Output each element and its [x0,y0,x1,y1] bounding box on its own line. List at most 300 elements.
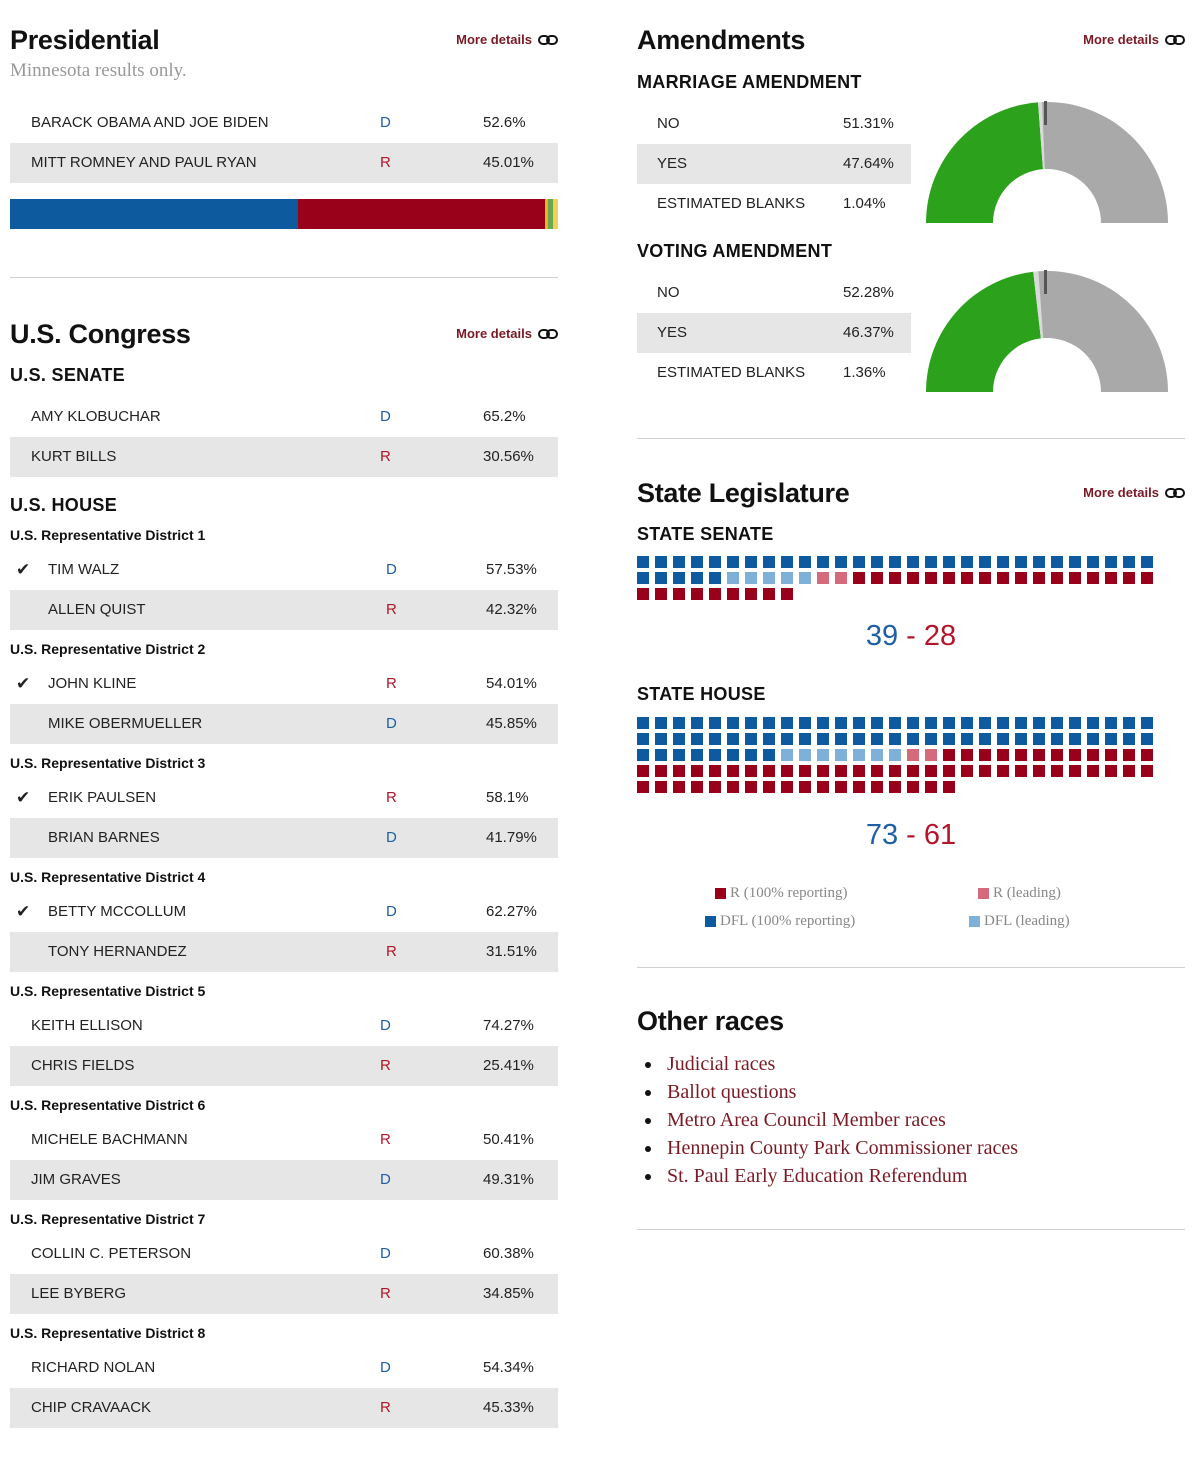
seat-dfl-final [1087,717,1099,729]
seat-dfl-final [907,733,919,745]
seat-r-final [1051,572,1063,584]
seat-r-final [727,781,739,793]
seat-dfl-leading [745,572,757,584]
candidate-row [10,818,558,858]
checkmark-icon: ✔ [16,560,31,579]
vote-percent: 60.38% [483,1245,534,1262]
amendment-option-value: 51.31% [843,115,894,132]
checkmark-icon: ✔ [16,788,31,807]
seat-dfl-final [907,717,919,729]
more-details-label: More details [1083,485,1159,500]
amendment-row [637,353,911,393]
seat-dfl-final [1123,717,1135,729]
seat-dfl-final [961,556,973,568]
seat-dfl-leading [835,749,847,761]
seat-dfl-final [745,717,757,729]
link-icon [538,328,558,340]
candidate-name: MIKE OBERMUELLER [48,715,203,732]
other-races-title: Other races [637,1006,784,1036]
other-race-link[interactable]: Ballot questions [637,1078,1018,1106]
district-label: U.S. Representative District 4 [10,869,206,885]
seat-r-final [961,765,973,777]
seat-r-leading [835,572,847,584]
party-label: R [380,1285,391,1302]
seat-dfl-final [637,556,649,568]
seat-r-final [1105,749,1117,761]
candidate-row [10,892,558,932]
link-icon [1165,487,1185,499]
seat-r-final [979,749,991,761]
seat-dfl-final [817,717,829,729]
legend-r-final [715,885,847,902]
seat-dfl-final [1087,556,1099,568]
seat-r-final [799,781,811,793]
gauge-yes-arc [926,272,1041,392]
voting-amendment [637,241,1185,393]
vote-percent: 45.33% [483,1399,534,1416]
state-house-heading: STATE HOUSE [637,684,766,704]
candidate-name: TONY HERNANDEZ [48,943,187,960]
seat-dfl-final [709,572,721,584]
seat-dfl-final [727,749,739,761]
candidate-row [10,778,558,818]
gauge-no-arc [1042,102,1168,223]
seat-dfl-final [925,733,937,745]
seat-dfl-leading [889,749,901,761]
seat-r-final [1105,572,1117,584]
candidate-name: BRIAN BARNES [48,829,160,846]
seat-dfl-final [637,749,649,761]
seat-dfl-final [1051,733,1063,745]
seat-dfl-final [853,717,865,729]
presidential-header [10,20,558,60]
seat-dfl-leading [727,572,739,584]
seat-r-final [1069,765,1081,777]
legend-swatch [705,916,716,927]
seat-r-final [889,781,901,793]
seat-dfl-leading [799,572,811,584]
district-label: U.S. Representative District 6 [10,1097,206,1113]
candidate-row [10,664,558,704]
legend-swatch [715,888,726,899]
amendment-option-label: YES [657,155,688,172]
seat-dfl-final [655,556,667,568]
amendment-row [637,144,911,184]
district-label: U.S. Representative District 8 [10,1325,206,1341]
legend-dfl-final [705,913,855,930]
divider [10,277,558,278]
seat-dfl-final [673,733,685,745]
seat-r-final [637,765,649,777]
candidate-row [10,1006,558,1046]
legislature-header [637,473,1185,513]
other-race-link[interactable]: Hennepin County Park Commissioner races [637,1134,1018,1162]
seat-dfl-final [1105,733,1117,745]
r-total: 28 [923,620,957,652]
seat-dfl-final [709,733,721,745]
vote-share-segment-rep [298,199,545,229]
seat-r-final [709,588,721,600]
seat-r-final [1015,749,1027,761]
seat-r-final [799,765,811,777]
legend-label: R (leading) [993,885,1061,901]
seat-r-final [853,781,865,793]
seat-dfl-final [763,556,775,568]
seat-r-final [1087,765,1099,777]
amendment-option-label: ESTIMATED BLANKS [657,195,806,212]
seat-r-final [727,765,739,777]
seat-r-final [997,765,1009,777]
legislature-more-details-link[interactable] [1083,485,1185,500]
seat-dfl-final [655,572,667,584]
marriage-amendment [637,72,1185,224]
vote-percent: 34.85% [483,1285,534,1302]
seat-r-final [637,781,649,793]
seat-dfl-final [709,749,721,761]
seat-r-final [691,588,703,600]
amendments-title: Amendments [637,25,806,55]
seat-r-final [925,572,937,584]
party-label: D [380,1017,391,1034]
candidate-row [10,143,558,183]
seat-r-final [835,781,847,793]
seat-dfl-final [673,717,685,729]
seat-dfl-final [1033,733,1045,745]
amendment-gauge [924,101,1170,225]
seat-dfl-final [637,572,649,584]
district-label: U.S. Representative District 5 [10,983,206,999]
party-label: R [380,1057,391,1074]
legislature-section [637,473,1185,513]
party-label: D [386,715,397,732]
legend-dfl-leading [969,913,1070,930]
seat-r-final [1015,765,1027,777]
seat-dfl-final [727,733,739,745]
seat-dfl-final [799,556,811,568]
congress-header [10,314,558,354]
seat-r-leading [817,572,829,584]
legend-label: DFL (leading) [984,913,1070,929]
presidential-section [10,20,558,82]
candidate-name: MITT ROMNEY AND PAUL RYAN [31,154,257,171]
seat-dfl-final [943,556,955,568]
candidate-name: MICHELE BACHMANN [31,1131,188,1148]
seat-dfl-final [691,733,703,745]
seat-r-final [1051,749,1063,761]
amendment-option-value: 1.36% [843,364,886,381]
seat-dfl-final [781,556,793,568]
seat-dfl-leading [871,749,883,761]
seat-r-final [889,572,901,584]
vote-percent: 54.34% [483,1359,534,1376]
link-icon [538,34,558,46]
district-block [10,1318,558,1432]
seat-r-final [745,781,757,793]
seat-r-final [1015,572,1027,584]
vote-percent: 45.85% [486,715,537,732]
seat-r-final [673,781,685,793]
seat-dfl-final [1033,556,1045,568]
candidate-row [10,1348,558,1388]
gauge-midpoint-marker [1044,270,1047,294]
seat-r-final [1033,572,1045,584]
vote-percent: 62.27% [486,903,537,920]
vote-percent: 54.01% [486,675,537,692]
more-details-label: More details [456,326,532,341]
seat-r-final [655,781,667,793]
candidate-row [10,103,558,143]
seat-dfl-final [961,717,973,729]
amendment-option-label: YES [657,324,688,341]
seat-r-final [637,588,649,600]
party-label: R [386,601,397,618]
amendment-heading: MARRIAGE AMENDMENT [637,72,862,92]
tally-separator: - [906,620,916,652]
seat-r-final [1123,572,1135,584]
seat-r-final [763,781,775,793]
candidate-name: JOHN KLINE [48,675,137,692]
seat-dfl-final [871,556,883,568]
seat-dfl-final [655,733,667,745]
seat-dfl-final [727,717,739,729]
party-label: R [380,154,391,171]
seat-r-final [1141,572,1153,584]
seat-dfl-final [871,733,883,745]
seat-dfl-leading [853,749,865,761]
seat-r-final [943,765,955,777]
party-label: D [386,561,397,578]
congress-section [10,314,558,354]
candidate-name: ERIK PAULSEN [48,789,157,806]
amendment-option-label: ESTIMATED BLANKS [657,364,806,381]
amendments-header [637,20,1185,60]
gauge-midpoint-marker [1044,101,1047,125]
seat-r-final [979,765,991,777]
amendment-option-value: 52.28% [843,284,894,301]
legend-swatch [969,916,980,927]
seat-dfl-final [655,717,667,729]
seat-dfl-final [1105,717,1117,729]
district-block [10,862,558,976]
legend-r-leading [978,885,1061,902]
seat-dfl-final [1141,556,1153,568]
seat-r-leading [907,749,919,761]
vote-percent: 49.31% [483,1171,534,1188]
seat-dfl-final [781,733,793,745]
candidate-name: RICHARD NOLAN [31,1359,156,1376]
candidate-row [10,1120,558,1160]
candidate-name: CHRIS FIELDS [31,1057,135,1074]
seat-r-final [1069,749,1081,761]
candidate-name: JIM GRAVES [31,1171,121,1188]
seat-dfl-final [1141,717,1153,729]
seat-dfl-final [997,717,1009,729]
seat-dfl-final [763,733,775,745]
seat-dfl-final [997,556,1009,568]
seat-dfl-final [853,733,865,745]
divider [637,967,1185,968]
seat-r-final [673,588,685,600]
candidate-row [10,1234,558,1274]
seat-dfl-final [709,556,721,568]
vote-percent: 41.79% [486,829,537,846]
seat-r-final [907,781,919,793]
candidate-name: COLLIN C. PETERSON [31,1245,192,1262]
party-label: R [386,943,397,960]
district-label: U.S. Representative District 3 [10,755,206,771]
seat-r-final [925,781,937,793]
legend-label: DFL (100% reporting) [720,913,856,929]
seat-r-final [943,572,955,584]
candidate-row [10,1274,558,1314]
other-races-list [637,1050,1018,1190]
seat-r-final [997,749,1009,761]
party-label: D [380,114,391,131]
vote-percent: 57.53% [486,561,537,578]
district-block [10,634,558,748]
seat-dfl-final [1069,556,1081,568]
party-label: D [380,408,391,425]
seat-r-final [925,765,937,777]
candidate-row [10,704,558,744]
party-label: R [380,1131,391,1148]
amendment-option-value: 46.37% [843,324,894,341]
seat-dfl-final [673,749,685,761]
district-label: U.S. Representative District 2 [10,641,206,657]
seat-dfl-final [799,733,811,745]
seat-dfl-final [1015,717,1027,729]
party-label: D [380,1245,391,1262]
seat-dfl-final [889,733,901,745]
candidate-name: TIM WALZ [48,561,120,578]
party-label: R [386,789,397,806]
vote-percent: 42.32% [486,601,537,618]
vote-percent: 31.51% [486,943,537,960]
seat-r-final [1087,572,1099,584]
seat-dfl-final [907,556,919,568]
seat-r-final [709,765,721,777]
amendments-more-details-link[interactable] [1083,32,1185,47]
seat-r-final [763,588,775,600]
party-label: R [380,1399,391,1416]
vote-percent: 65.2% [483,408,526,425]
seat-dfl-final [691,572,703,584]
vote-percent: 50.41% [483,1131,534,1148]
seat-r-final [871,765,883,777]
r-total: 61 [923,819,957,851]
seat-dfl-final [763,749,775,761]
us-house-results [10,520,558,1432]
seat-dfl-final [1141,733,1153,745]
seat-r-final [673,765,685,777]
checkmark-icon: ✔ [16,902,31,921]
seat-r-final [763,765,775,777]
seat-r-final [1051,765,1063,777]
congress-more-details-link[interactable] [456,326,558,341]
district-label: U.S. Representative District 1 [10,527,206,543]
candidate-name: ALLEN QUIST [48,601,146,618]
state-senate-tally [637,620,1185,653]
seat-r-final [1123,765,1135,777]
seat-dfl-final [691,717,703,729]
seat-dfl-final [943,733,955,745]
district-block [10,1204,558,1318]
seat-dfl-final [745,749,757,761]
seat-dfl-leading [781,572,793,584]
amendment-row [637,184,911,224]
seat-r-final [691,765,703,777]
candidate-name: CHIP CRAVAACK [31,1399,152,1416]
vote-share-segment-other3 [553,199,558,229]
seat-dfl-final [637,733,649,745]
candidate-name: BETTY MCCOLLUM [48,903,187,920]
party-label: D [380,1359,391,1376]
seat-dfl-final [889,556,901,568]
seat-r-final [745,588,757,600]
amendment-gauge [924,270,1170,394]
seat-r-final [781,781,793,793]
seat-r-final [907,572,919,584]
seat-r-final [853,765,865,777]
seat-dfl-final [1015,556,1027,568]
seat-r-final [1033,765,1045,777]
tally-separator: - [906,819,916,851]
vote-percent: 25.41% [483,1057,534,1074]
amendment-row [637,273,911,313]
seat-dfl-final [871,717,883,729]
seat-r-leading [925,749,937,761]
seat-dfl-final [817,556,829,568]
seat-dfl-final [997,733,1009,745]
seat-dfl-final [853,556,865,568]
vote-percent: 45.01% [483,154,534,171]
seat-dfl-final [979,733,991,745]
other-race-link[interactable]: St. Paul Early Education Referendum [637,1162,1018,1190]
seat-r-final [691,781,703,793]
seat-r-final [907,765,919,777]
seat-r-final [871,781,883,793]
candidate-row [10,550,558,590]
amendment-row [637,104,911,144]
district-block [10,1090,558,1204]
presidential-title: Presidential [10,25,160,55]
seat-r-final [961,572,973,584]
seat-r-final [1033,749,1045,761]
vote-percent: 74.27% [483,1017,534,1034]
dfl-total: 73 [865,819,899,851]
seat-r-final [709,781,721,793]
district-block [10,520,558,634]
district-block [10,976,558,1090]
seat-dfl-final [745,556,757,568]
seat-dfl-final [1069,717,1081,729]
seat-dfl-final [817,733,829,745]
seat-r-final [979,572,991,584]
seat-r-final [1087,749,1099,761]
divider [637,438,1185,439]
seat-dfl-leading [763,572,775,584]
other-race-link[interactable]: Metro Area Council Member races [637,1106,1018,1134]
us-house-heading: U.S. HOUSE [10,495,118,515]
amendment-option-label: NO [657,115,680,132]
other-race-link[interactable]: Judicial races [637,1050,1018,1078]
presidential-more-details-link[interactable] [456,32,558,47]
seat-dfl-final [763,717,775,729]
party-label: D [380,1171,391,1188]
seat-dfl-leading [781,749,793,761]
seat-dfl-final [979,556,991,568]
presidential-vote-share-bar [10,199,558,229]
